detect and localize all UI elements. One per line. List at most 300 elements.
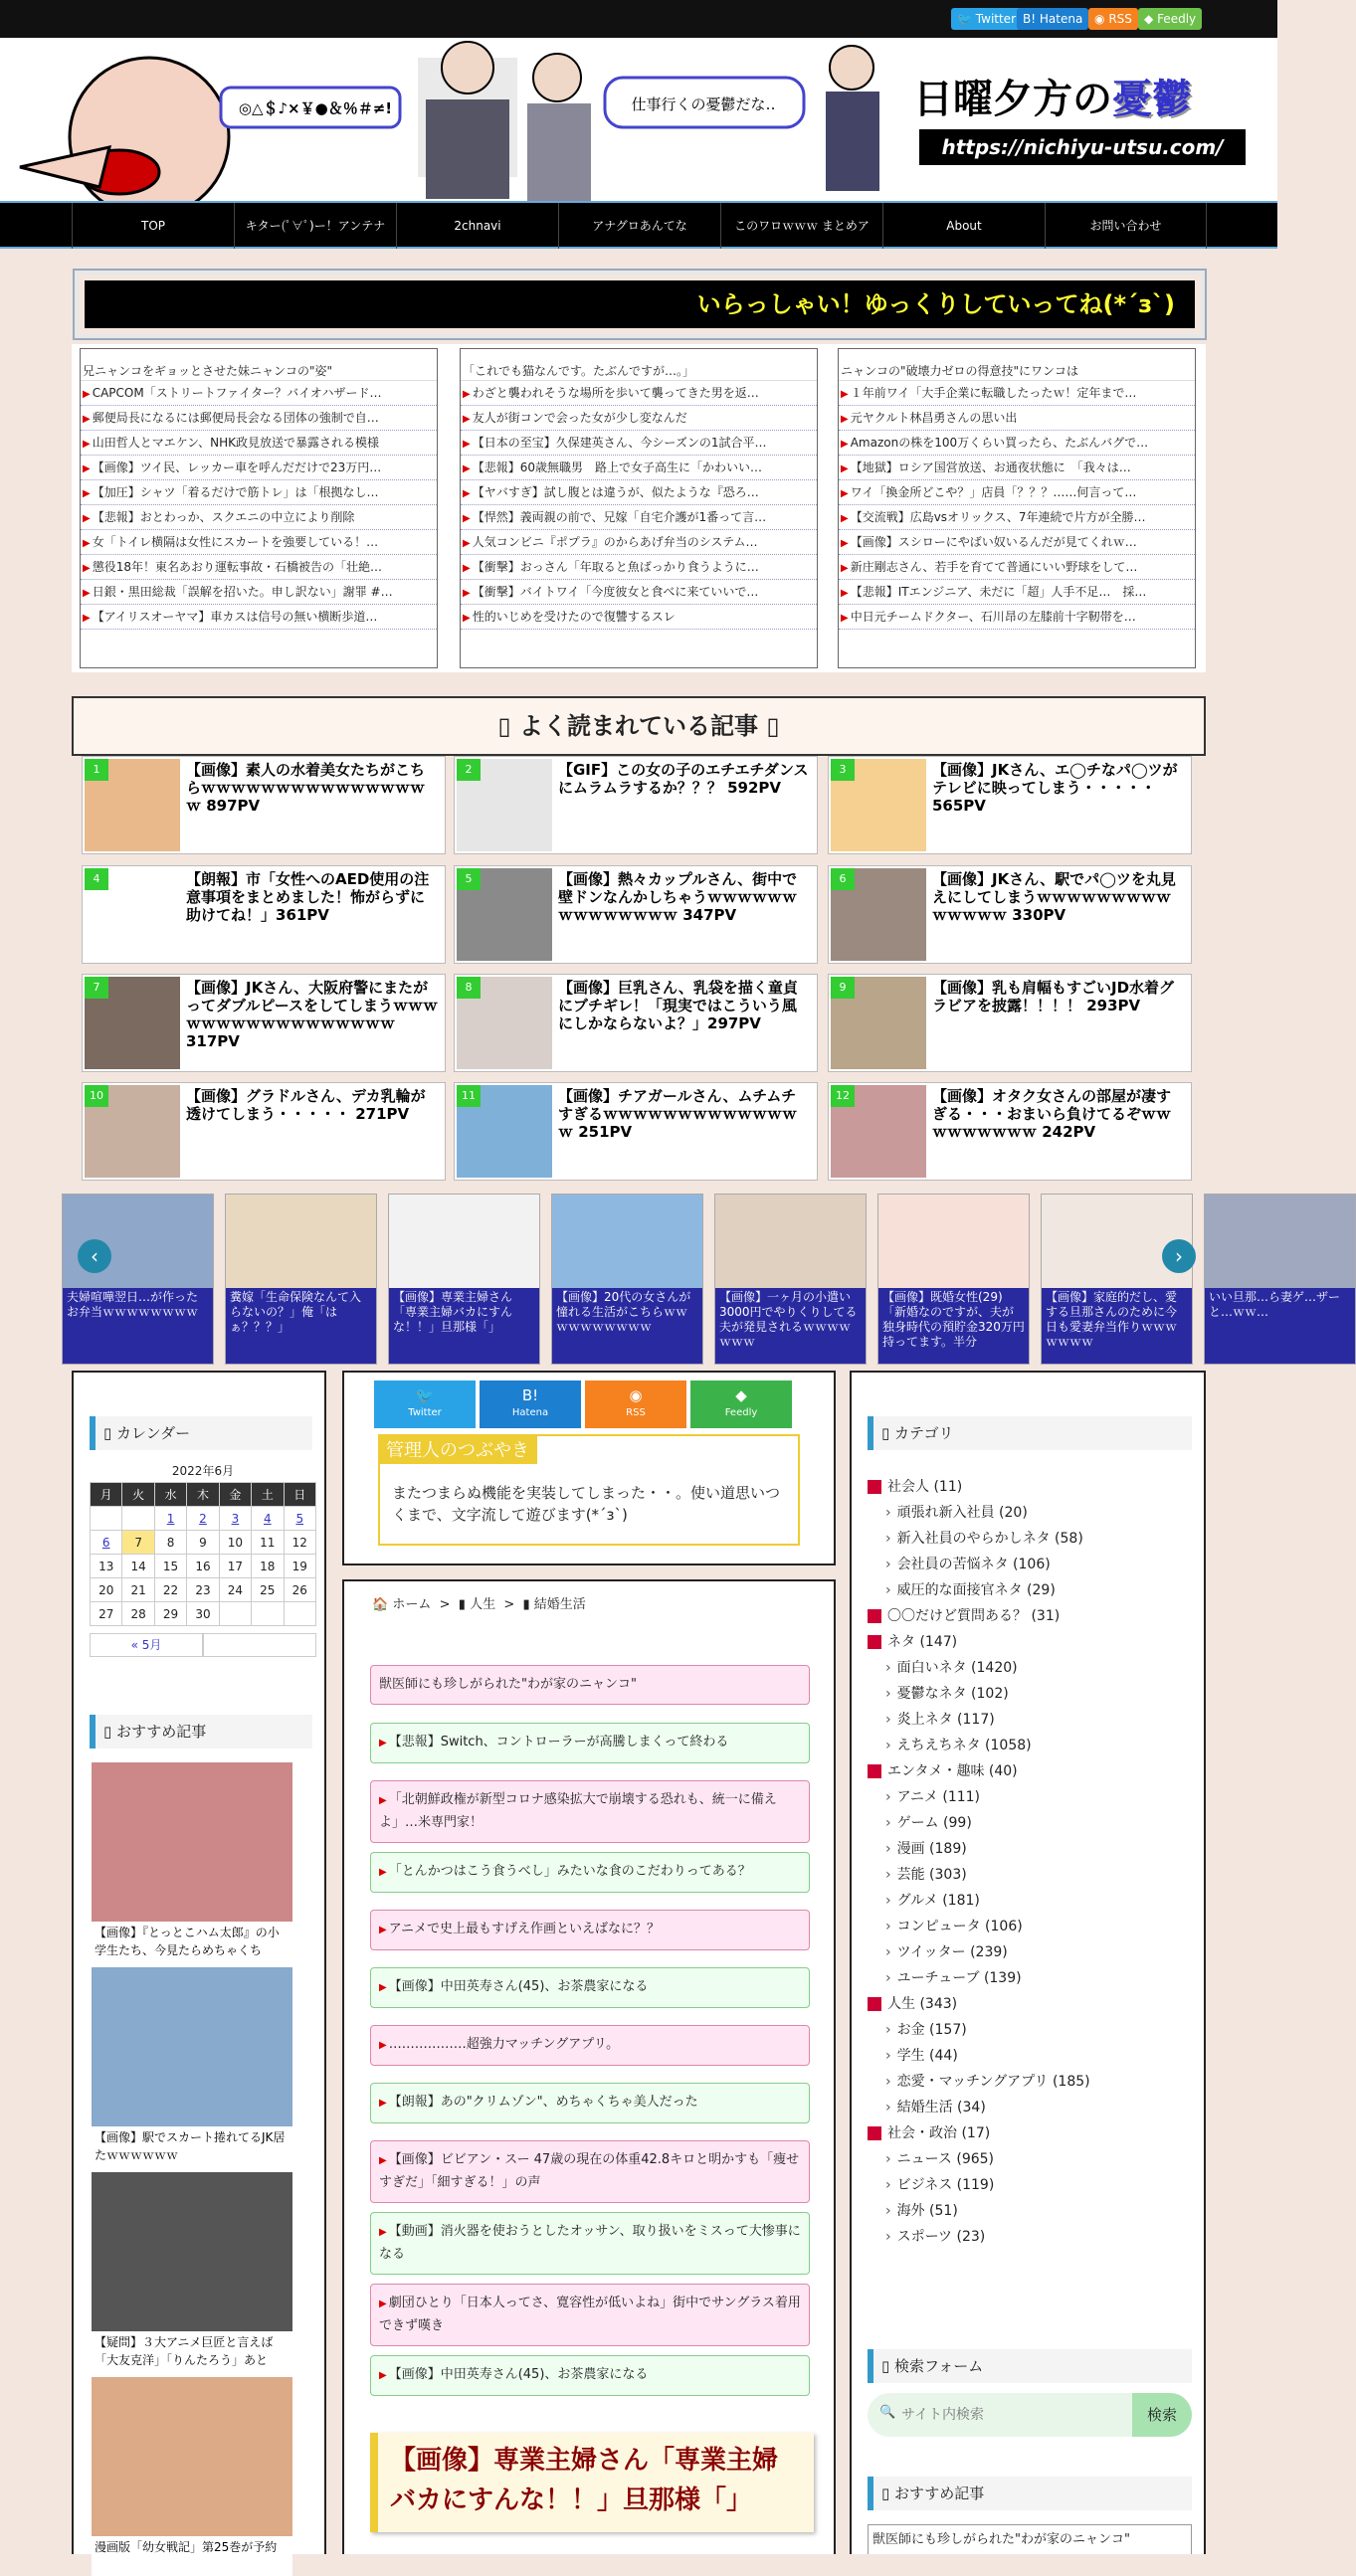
slider-caption: 夫婦喧嘩翌日…が作ったお弁当ｗｗｗｗｗｗｗｗ: [63, 1288, 213, 1364]
ranking-title: 【画像】オタク女さんの部屋が凄すぎる・・・おまいら負けてるぞｗｗｗｗｗｗｗｗｗ 242PV: [932, 1087, 1172, 1141]
category-bullet-icon: [868, 1609, 881, 1623]
hatena-follow-button[interactable]: [1017, 8, 1088, 30]
calendar-weekday: 木: [187, 1483, 219, 1507]
nav-about[interactable]: About: [882, 203, 1045, 249]
category-label: 人生 (343): [887, 1996, 958, 2012]
subcategory-item[interactable]: [885, 1967, 1184, 1989]
chevron-right-icon: ›: [885, 1919, 891, 1934]
antenna-link-text: CAPCOM「ストリートファイター？バイオハザード…: [92, 386, 382, 400]
category-bullet-icon: [868, 1997, 881, 2011]
search-button[interactable]: 検索: [1132, 2393, 1192, 2437]
chevron-right-icon: ›: [885, 1944, 891, 1960]
triangle-icon: ▶: [463, 463, 471, 474]
ranking-card[interactable]: [82, 756, 446, 854]
share-hatena-label: Hatena: [511, 1407, 549, 1418]
ranking-card[interactable]: [454, 865, 818, 964]
chevron-right-icon: ›: [885, 1841, 891, 1857]
chevron-right-icon: ›: [885, 1789, 891, 1805]
search-title-text: 検索フォーム: [894, 2357, 984, 2375]
slider-item[interactable]: [551, 1194, 703, 1365]
category-item[interactable]: [868, 2122, 1166, 2144]
triangle-icon: ▶: [463, 538, 471, 549]
related-link[interactable]: [370, 1852, 810, 1893]
breadcrumb-subcategory[interactable]: 結婚生活: [533, 1597, 586, 1612]
subcategory-item[interactable]: [885, 1735, 1184, 1756]
triangle-icon: ▶: [841, 538, 849, 549]
antenna-link[interactable]: [461, 480, 817, 505]
antenna-link[interactable]: [461, 456, 817, 480]
slider-caption: 【画像】20代の女さんが憧れる生活がこちらｗｗｗｗｗｗｗｗｗｗ: [552, 1288, 702, 1364]
slider-caption: 【画像】家庭的だし、愛する旦那さんのために今日も愛妻弁当作りｗｗｗｗｗｗｗ: [1042, 1288, 1192, 1364]
related-link[interactable]: [370, 1723, 810, 1763]
slider-item[interactable]: [1041, 1194, 1193, 1365]
triangle-icon: ▶: [463, 414, 471, 425]
calendar-weekday: 水: [154, 1483, 186, 1507]
calendar-day[interactable]: [91, 1531, 122, 1555]
ranking-badge: 9: [831, 977, 855, 999]
related-link[interactable]: [370, 1780, 810, 1843]
site-title-accent: 憂鬱: [1112, 77, 1192, 122]
subcategory-item[interactable]: [885, 1502, 1184, 1524]
antenna-headline[interactable]: 兄ニャンコをギョッとさせた妹ニャンコの"姿": [81, 349, 437, 381]
calendar-day: 20: [91, 1578, 122, 1602]
triangle-icon: ▶: [841, 488, 849, 499]
slider-item[interactable]: [714, 1194, 867, 1365]
recommended-item[interactable]: [92, 1762, 292, 1961]
antenna-link-text: 【悍然】義両親の前で、兄嫁「自宅介護が1番って言…: [472, 510, 767, 524]
calendar-body: [91, 1507, 316, 1626]
subcategory-item[interactable]: [885, 1554, 1184, 1575]
right-recommend-title-text: おすすめ記事: [894, 2484, 985, 2502]
related-link[interactable]: [370, 1967, 810, 2008]
antenna-link[interactable]: [839, 480, 1195, 505]
calendar-day-link[interactable]: 2: [199, 1511, 207, 1526]
triangle-icon: ▶: [841, 563, 849, 574]
category-item[interactable]: [868, 1631, 1166, 1653]
twitter-label: Twitter: [975, 12, 1016, 26]
antenna-link[interactable]: [81, 406, 437, 431]
triangle-icon: ▶: [463, 563, 471, 574]
antenna-link-text: 【悲報】60歳無職男 路上で女子高生に「かわいい…: [472, 460, 762, 474]
calendar-day[interactable]: [219, 1507, 251, 1531]
calendar-header-row: [91, 1483, 316, 1507]
recommended-widget-title: [90, 1715, 312, 1748]
bookmark-icon: ▯: [766, 712, 780, 740]
category-label: 社会人 (11): [887, 1479, 963, 1495]
feedly-icon: ◆: [1144, 12, 1154, 26]
antenna-link-text: 【加圧】シャツ「着るだけで筋トレ」は「根拠なし…: [92, 485, 379, 499]
triangle-icon: ▶: [841, 613, 849, 624]
category-label: 新入社員のやらかしネタ (58): [896, 1531, 1083, 1547]
related-link[interactable]: [370, 1665, 810, 1705]
calendar-day[interactable]: [154, 1507, 186, 1531]
ranking-title: 【画像】熱々カップルさん、街中で壁ドンなんかしちゃうｗｗｗｗｗｗｗｗｗｗｗｗｗｗ 347PV: [558, 870, 798, 924]
folder-icon: ▯: [103, 1424, 112, 1442]
slider-item[interactable]: [388, 1194, 540, 1365]
category-label: 芸能 (303): [896, 1867, 967, 1883]
calendar-day-link[interactable]: 1: [166, 1511, 175, 1526]
ranking-badge: 7: [85, 977, 108, 999]
slider-item[interactable]: [877, 1194, 1030, 1365]
subcategory-item[interactable]: [885, 1916, 1184, 1937]
related-link[interactable]: [370, 2284, 810, 2346]
calendar-week: [91, 1555, 316, 1578]
related-link[interactable]: [370, 2025, 810, 2066]
ranking-title: 【画像】JKさん、エ◯チなパ◯ツがテレビに映ってしまう・・・・・ 565PV: [932, 761, 1178, 815]
ranking-card[interactable]: [82, 865, 446, 964]
category-label: 炎上ネタ (117): [896, 1712, 995, 1728]
category-bullet-icon: [868, 1764, 881, 1778]
subcategory-item[interactable]: [885, 2226, 1184, 2248]
calendar-day: 14: [122, 1555, 154, 1578]
subcategory-item[interactable]: [885, 1579, 1184, 1601]
recommended-caption: 【画像】『とっとこハム太郎』の小学生たち、今見たらめちゃくち: [92, 1922, 292, 1961]
calendar-week: [91, 1507, 316, 1531]
antenna-link[interactable]: [839, 381, 1195, 406]
category-label: 会社員の苦悩ネタ (106): [896, 1557, 1051, 1572]
antenna-link[interactable]: [461, 505, 817, 530]
category-item[interactable]: [868, 1605, 1166, 1627]
nav-kita-antenna[interactable]: キター(ﾟ∀ﾟ)ー！アンテナ: [234, 203, 396, 249]
category-label: お金 (157): [896, 2022, 967, 2038]
antenna-link[interactable]: [839, 580, 1195, 605]
chevron-right-icon: ›: [885, 2074, 891, 2090]
antenna-link[interactable]: [461, 406, 817, 431]
ranking-title: 【朗報】市「女性へのAED使用の注意事項をまとめました！怖がらずに助けてね！」361PV: [186, 870, 430, 924]
antenna-link-text: 【悲報】ITエンジニア、未だに「超」人手不足… 採…: [850, 585, 1147, 599]
antenna-link-text: 中日元チームドクター、石川昂の左膝前十字靭帯を…: [850, 610, 1136, 624]
calendar-weekday: 月: [91, 1483, 122, 1507]
antenna-link-text: 元ヤクルト林昌勇さんの思い出: [850, 411, 1018, 425]
subcategory-item[interactable]: [885, 1941, 1184, 1963]
antenna-link-text: 【ヤバすぎ】試し腹とは違うが、似たような『恐ろ…: [472, 485, 759, 499]
antenna-link[interactable]: [461, 580, 817, 605]
category-widget-title: [868, 1416, 1192, 1450]
antenna-link[interactable]: [839, 530, 1195, 555]
ranking-card[interactable]: [828, 756, 1192, 854]
calendar-day: 23: [187, 1578, 219, 1602]
slider-caption: いい旦那…ら妻ゲ…ザーと…ｗｗ…: [1205, 1288, 1355, 1364]
ranking-card[interactable]: [828, 974, 1192, 1072]
calendar-day: 21: [122, 1578, 154, 1602]
nav-2chnavi[interactable]: 2chnavi: [396, 203, 558, 249]
antenna-link[interactable]: [81, 381, 437, 406]
calendar-day[interactable]: [284, 1507, 315, 1531]
triangle-icon: ▶: [83, 563, 91, 574]
subcategory-item[interactable]: [885, 1864, 1184, 1886]
antenna-link[interactable]: [461, 431, 817, 456]
antenna-link-text: 【アイリスオーヤマ】車カスは信号の無い横断歩道…: [92, 610, 378, 624]
share-twitter-button[interactable]: [374, 1380, 476, 1428]
slider-prev-button[interactable]: [78, 1239, 111, 1273]
twitter-icon: 🐦: [415, 1386, 435, 1404]
ranking-badge: 3: [831, 759, 855, 781]
category-title-text: カテゴリ: [894, 1424, 954, 1442]
category-label: 頑張れ新入社員 (20): [896, 1505, 1028, 1521]
category-label: 憂鬱なネタ (102): [896, 1686, 1009, 1702]
antenna-link[interactable]: [81, 505, 437, 530]
slider-caption: 【画像】一ヶ月の小遣い3000円でやりくりしてる夫が発見されるｗｗｗｗｗｗｗ: [715, 1288, 866, 1364]
antenna-link[interactable]: [839, 555, 1195, 580]
feedly-label: Feedly: [1157, 12, 1197, 26]
antenna-link[interactable]: [839, 406, 1195, 431]
subcategory-item[interactable]: [885, 1657, 1184, 1679]
antenna-link[interactable]: [81, 456, 437, 480]
category-bullet-icon: [868, 1635, 881, 1649]
twitter-icon: 🐦: [957, 12, 972, 26]
calendar-day: 12: [284, 1531, 315, 1555]
related-link-text: 獣医師にも珍しがられた"わが家のニャンコ": [379, 1677, 637, 1692]
calendar-day: 25: [252, 1578, 284, 1602]
slider-item[interactable]: [225, 1194, 377, 1365]
antenna-link-text: 【衝撃】おっさん「年取ると魚ばっかり食うように…: [472, 560, 759, 574]
rss-follow-button[interactable]: [1088, 8, 1138, 30]
triangle-icon: ▶: [841, 439, 849, 450]
calendar-day: 26: [284, 1578, 315, 1602]
share-feedly-button[interactable]: [690, 1380, 792, 1428]
related-link-text: アニメで史上最もすげえ作画といえばなに？？: [388, 1922, 661, 1936]
antenna-link-text: 【画像】ツイ民、レッカー車を呼んだだけで23万円…: [92, 460, 382, 474]
ranking-card[interactable]: [82, 974, 446, 1072]
category-label: 結婚生活 (34): [896, 2100, 986, 2116]
triangle-icon: ▶: [841, 463, 849, 474]
calendar-weekday: 火: [122, 1483, 154, 1507]
nav-top[interactable]: TOP: [72, 203, 234, 249]
antenna-link[interactable]: [81, 480, 437, 505]
subcategory-item[interactable]: [885, 2174, 1184, 2196]
share-rss-label: RSS: [626, 1407, 646, 1418]
antenna-link[interactable]: [461, 530, 817, 555]
search-widget-title: [868, 2349, 1192, 2383]
related-link-text: 「北朝鮮政権が新型コロナ感染拡大で崩壊する恐れも、統一に備えよ」…米専門家！: [379, 1792, 777, 1830]
subcategory-item[interactable]: [885, 1812, 1184, 1834]
antenna-link[interactable]: [839, 605, 1195, 630]
ranking-badge: 1: [85, 759, 108, 781]
calendar-day[interactable]: [187, 1507, 219, 1531]
triangle-icon: ▶: [463, 439, 471, 450]
chevron-right-icon: ›: [885, 2151, 891, 2167]
antenna-headline[interactable]: ニャンコの"破壊力ゼロの得意技"にワンコは: [839, 349, 1195, 381]
triangle-icon: ▶: [83, 513, 91, 524]
triangle-icon: ▶: [379, 1738, 387, 1748]
triangle-icon: ▶: [83, 538, 91, 549]
rss-label: RSS: [1108, 12, 1132, 26]
subcategory-item[interactable]: [885, 2019, 1184, 2041]
subcategory-item[interactable]: [885, 2045, 1184, 2067]
related-link[interactable]: [370, 2355, 810, 2396]
antenna-link[interactable]: [81, 580, 437, 605]
calendar-day: 11: [252, 1531, 284, 1555]
category-item[interactable]: [868, 1760, 1166, 1782]
related-link[interactable]: [370, 2083, 810, 2123]
breadcrumb-home[interactable]: ホーム: [392, 1597, 432, 1612]
calendar-day: [219, 1602, 251, 1626]
antenna-link[interactable]: [461, 381, 817, 406]
chevron-right-icon: ›: [885, 1686, 891, 1702]
ranking-card[interactable]: [82, 1082, 446, 1181]
subcategory-item[interactable]: [885, 2148, 1184, 2170]
triangle-icon: ▶: [841, 414, 849, 425]
calendar-week: [91, 1602, 316, 1626]
ranking-card[interactable]: [828, 1082, 1192, 1181]
chevron-right-icon: ›: [885, 1531, 891, 1547]
recommended-item[interactable]: [92, 2172, 292, 2371]
ranking-badge: 5: [457, 868, 481, 890]
nav-konowaro[interactable]: このワロｗｗｗ まとめア: [720, 203, 882, 249]
ranking-card[interactable]: [454, 974, 818, 1072]
calendar-prev-month[interactable]: « 5月: [90, 1633, 203, 1657]
ranking-badge: 12: [831, 1085, 855, 1107]
right-sidebar: [850, 1371, 1206, 2554]
subcategory-item[interactable]: [885, 2071, 1184, 2093]
chevron-right-icon: ›: [885, 2100, 891, 2116]
calendar-day: 22: [154, 1578, 186, 1602]
triangle-icon: ▶: [379, 1925, 387, 1935]
category-label: コンピュータ (106): [896, 1919, 1023, 1934]
antenna-link[interactable]: [461, 555, 817, 580]
banner-symbols: ◎△＄♪×￥●＆％＃≠!: [238, 99, 393, 117]
chevron-left-icon: ‹: [91, 1244, 98, 1268]
chevron-right-icon: ›: [885, 1505, 891, 1521]
calendar-day: 16: [187, 1555, 219, 1578]
calendar-day: 10: [219, 1531, 251, 1555]
antenna-link-text: 郵便局長になるには郵便局長会なる団体の強制で自…: [92, 411, 379, 425]
antenna-link[interactable]: [461, 605, 817, 630]
twitter-follow-button[interactable]: [951, 8, 1022, 30]
calendar-day[interactable]: [252, 1507, 284, 1531]
popular-section-title: [72, 696, 1206, 756]
subcategory-item[interactable]: [885, 2200, 1184, 2222]
recommended-caption: 【疑問】３大アニメ巨匠と言えば「大友克洋」「りんたろう」あと: [92, 2331, 292, 2371]
subcategory-item[interactable]: [885, 1838, 1184, 1860]
share-rss-button[interactable]: [585, 1380, 686, 1428]
category-label: 社会・政治 (17): [887, 2125, 991, 2141]
antenna-link[interactable]: [81, 431, 437, 456]
ranking-card[interactable]: [828, 865, 1192, 964]
triangle-icon: ▶: [83, 463, 91, 474]
chevron-right-icon: ›: [885, 2203, 891, 2219]
slider-item[interactable]: [1204, 1194, 1356, 1365]
calendar-week: [91, 1578, 316, 1602]
recommended-item[interactable]: [92, 2377, 292, 2576]
antenna-link-text: 人気コンビニ『ポプラ』のからあげ弁当のシステム…: [472, 535, 758, 549]
folder-icon: ▯: [881, 2357, 890, 2375]
triangle-icon: ▶: [83, 439, 91, 450]
ranking-badge: 11: [457, 1085, 481, 1107]
ranking-title: 【GIF】この女の子のエチエチダンスにムラムラするか？？？ 592PV: [558, 761, 809, 797]
calendar-day: [252, 1602, 284, 1626]
slider-item[interactable]: [62, 1194, 214, 1365]
category-label: 威圧的な面接官ネタ (29): [896, 1582, 1056, 1598]
subcategory-item[interactable]: [885, 1786, 1184, 1808]
category-label: ツイッター (239): [896, 1944, 1008, 1960]
ranking-badge: 10: [85, 1085, 108, 1107]
ranking-card[interactable]: [454, 756, 818, 854]
recommended-item[interactable]: [92, 1967, 292, 2166]
calendar-table: [90, 1482, 316, 1626]
rss-icon: ◉: [1094, 12, 1105, 26]
ranking-title: 【画像】チアガールさん、ムチムチすぎるｗｗｗｗｗｗｗｗｗｗｗｗｗｗ 251PV: [558, 1087, 798, 1141]
breadcrumb-category[interactable]: 人生: [470, 1597, 496, 1612]
admin-tweet-label: 管理人のつぶやき: [378, 1434, 537, 1464]
triangle-icon: ▶: [379, 2299, 387, 2309]
calendar-day-link[interactable]: 4: [264, 1511, 272, 1526]
antenna-link-text: 【日本の至宝】久保建英さん、今シーズンの1試合平…: [472, 436, 767, 450]
related-link[interactable]: [370, 2212, 810, 2275]
nav-anaguro[interactable]: アナグロあんてな: [558, 203, 720, 249]
chevron-right-icon: ›: [885, 1970, 891, 1986]
subcategory-item[interactable]: [885, 1683, 1184, 1705]
related-link[interactable]: [370, 2140, 810, 2203]
calendar-day: [91, 1507, 122, 1531]
antenna-link[interactable]: [839, 505, 1195, 530]
search-input[interactable]: [901, 2401, 1120, 2429]
ranking-title: 【画像】巨乳さん、乳袋を描く童貞にブチギレ！「現実ではこういう風にしかならないよ？」297PV: [558, 979, 798, 1032]
calendar-day: 7: [122, 1531, 154, 1555]
category-label: ユーチューブ (139): [896, 1970, 1022, 1986]
calendar-day-link[interactable]: 6: [101, 1535, 110, 1550]
home-icon: 🏠: [372, 1597, 389, 1612]
category-label: アニメ (111): [896, 1789, 981, 1805]
calendar-day: 15: [154, 1555, 186, 1578]
antenna-link[interactable]: [839, 456, 1195, 480]
site-banner[interactable]: [0, 38, 1277, 201]
antenna-link[interactable]: [839, 431, 1195, 456]
share-hatena-button[interactable]: [480, 1380, 581, 1428]
calendar-title-text: カレンダー: [116, 1424, 191, 1442]
subcategory-item[interactable]: [885, 1528, 1184, 1550]
folder-icon: ▯: [103, 1723, 112, 1741]
ranking-badge: 4: [85, 868, 108, 890]
related-link[interactable]: [370, 1910, 810, 1950]
related-link-text: 【朗報】あの"クリムゾン"、めちゃくちゃ美人だった: [388, 2095, 698, 2110]
subcategory-item[interactable]: [885, 1890, 1184, 1912]
calendar-day: 19: [284, 1555, 315, 1578]
admin-tweet-box: [378, 1434, 800, 1546]
calendar-day-link[interactable]: 5: [295, 1511, 304, 1526]
chevron-right-icon: ›: [1175, 1244, 1183, 1268]
nav-contact[interactable]: お問い合わせ: [1045, 203, 1207, 249]
slider-next-button[interactable]: [1162, 1239, 1196, 1273]
site-title-prefix: 日曜夕方の: [913, 77, 1112, 122]
right-recommend-title: [868, 2477, 1192, 2510]
antenna-link[interactable]: [81, 530, 437, 555]
calendar-day-link[interactable]: 3: [231, 1511, 240, 1526]
triangle-icon: ▶: [379, 2370, 387, 2381]
subcategory-item[interactable]: [885, 1709, 1184, 1731]
antenna-link-text: わざと襲われそうな場所を歩いて襲ってきた男を返…: [472, 386, 759, 400]
antenna-headline[interactable]: 「これでも猫なんです。たぶんですが…。」: [461, 349, 817, 381]
chevron-right-icon: ›: [885, 1660, 891, 1676]
calendar-caption: 2022年6月: [171, 1464, 235, 1478]
breadcrumb: 🏠 ホーム > ▮ 人生 > ▮ 結婚生活: [372, 1597, 586, 1612]
hatena-label: Hatena: [1039, 12, 1083, 26]
antenna-link[interactable]: [81, 605, 437, 630]
ranking-card[interactable]: [454, 1082, 818, 1181]
subcategory-item[interactable]: [885, 2097, 1184, 2118]
triangle-icon: ▶: [841, 389, 849, 400]
antenna-link[interactable]: [81, 555, 437, 580]
search-form: [868, 2393, 1192, 2437]
category-item[interactable]: [868, 1993, 1166, 2015]
right-recommend-item[interactable]: 獣医師にも珍しがられた"わが家のニャンコ": [868, 2524, 1192, 2554]
calendar-day: 24: [219, 1578, 251, 1602]
chevron-right-icon: ›: [885, 2177, 891, 2193]
category-label: ゲーム (99): [896, 1815, 972, 1831]
share-box: [342, 1371, 836, 1565]
feedly-follow-button[interactable]: [1138, 8, 1202, 30]
category-item[interactable]: [868, 1476, 1166, 1498]
